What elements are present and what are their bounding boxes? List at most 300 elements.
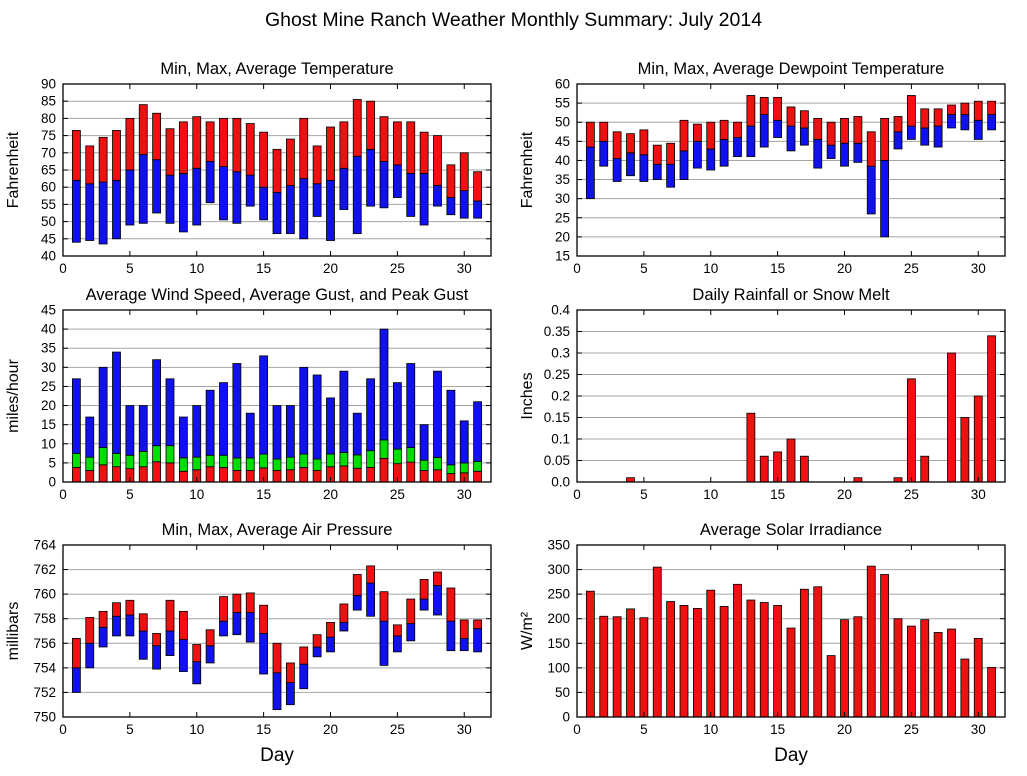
y-axis-label: Inches	[519, 372, 536, 420]
bar-min-to-avg-day-25	[907, 126, 915, 139]
x-tick-label: 10	[189, 722, 205, 737]
bar-peak-gust-day-28	[434, 371, 442, 457]
x-tick-label: 20	[836, 261, 853, 276]
bar-peak-gust-day-2	[86, 417, 94, 457]
bar-avg-to-max-day-5	[126, 600, 134, 615]
chart-title: Min, Max, Average Air Pressure	[161, 521, 393, 539]
bar-day-25	[907, 379, 915, 482]
dewpoint-chart-svg	[515, 50, 1027, 276]
x-tick-label: 30	[970, 261, 986, 276]
y-tick-label: 756	[33, 635, 56, 651]
bar-avg-to-max-day-20	[327, 622, 335, 637]
bar-avg-to-max-day-26	[921, 109, 929, 128]
bar-avg-wind-speed-day-11	[206, 467, 214, 482]
bar-avg-to-max-day-29	[447, 165, 455, 198]
bar-peak-gust-day-23	[367, 379, 375, 451]
x-tick-label: 20	[322, 722, 339, 737]
bar-avg-to-max-day-22	[353, 99, 361, 156]
bar-day-14	[760, 602, 768, 717]
bar-peak-gust-day-24	[380, 329, 388, 440]
bar-avg-gust-day-6	[139, 451, 147, 466]
rainfall-chart	[515, 276, 1027, 507]
y-tick-label: 300	[547, 562, 570, 578]
bar-avg-to-max-day-15	[774, 97, 782, 120]
bar-day-14	[760, 456, 768, 482]
bar-min-to-avg-day-18	[300, 179, 308, 239]
bar-avg-wind-speed-day-21	[340, 466, 348, 482]
bar-min-to-avg-day-12	[220, 621, 228, 636]
bar-avg-wind-speed-day-7	[153, 462, 161, 482]
x-tick-label: 10	[189, 261, 205, 276]
bar-min-to-avg-day-16	[273, 192, 281, 233]
y-tick-label: 0.25	[543, 367, 570, 382]
plot-layer	[33, 538, 491, 738]
y-tick-label: 150	[547, 635, 570, 651]
bar-peak-gust-day-7	[153, 360, 161, 446]
bar-peak-gust-day-14	[246, 413, 254, 458]
x-tick-label: 15	[256, 722, 272, 737]
y-tick-label: 75	[40, 128, 56, 144]
bar-avg-to-max-day-3	[613, 132, 621, 159]
bar-min-to-avg-day-25	[393, 165, 401, 198]
bar-avg-to-max-day-17	[800, 111, 808, 128]
bar-avg-to-max-day-10	[193, 645, 201, 662]
bar-avg-to-max-day-31	[988, 101, 996, 114]
bar-min-to-avg-day-19	[827, 145, 835, 158]
bar-day-1	[586, 591, 594, 717]
bar-day-31	[988, 336, 996, 482]
y-tick-label: 5	[48, 455, 56, 471]
bar-peak-gust-day-25	[393, 383, 401, 450]
bar-avg-to-max-day-25	[907, 95, 915, 126]
bar-avg-gust-day-22	[353, 455, 361, 468]
bar-avg-to-max-day-23	[367, 566, 375, 583]
y-tick-label: 0.1	[551, 431, 570, 447]
bar-min-to-avg-day-9	[179, 173, 187, 231]
bar-min-to-avg-day-22	[867, 166, 875, 214]
bar-day-28	[948, 353, 956, 482]
rainfall-chart-svg	[515, 276, 1027, 502]
bar-avg-to-max-day-16	[273, 149, 281, 192]
bar-avg-to-max-day-11	[206, 630, 214, 646]
bar-day-19	[827, 656, 835, 717]
bar-avg-gust-day-10	[193, 457, 201, 470]
bar-min-to-avg-day-17	[800, 128, 808, 145]
bar-min-to-avg-day-17	[286, 185, 294, 233]
bar-avg-to-max-day-30	[974, 101, 982, 120]
y-tick-label: 35	[40, 340, 56, 356]
bar-min-to-avg-day-4	[627, 153, 635, 176]
bar-avg-gust-day-1	[72, 453, 80, 467]
bar-avg-gust-day-3	[99, 448, 107, 465]
x-axis-label: Day	[260, 745, 294, 766]
bar-day-5	[640, 618, 648, 717]
y-tick-label: 25	[40, 378, 56, 394]
y-tick-label: 90	[40, 76, 56, 92]
bar-avg-to-max-day-25	[393, 122, 401, 165]
bar-min-to-avg-day-26	[921, 128, 929, 145]
plot-layer	[555, 77, 1005, 277]
bar-avg-to-max-day-13	[747, 95, 755, 126]
bar-min-to-avg-day-26	[407, 173, 415, 216]
bar-avg-to-max-day-11	[206, 122, 214, 162]
y-tick-label: 764	[33, 537, 56, 553]
bar-day-13	[747, 600, 755, 717]
bar-day-16	[787, 439, 795, 482]
temperature-chart-svg	[1, 50, 513, 276]
x-tick-label: 10	[703, 487, 719, 502]
bar-avg-gust-day-19	[313, 459, 321, 470]
y-tick-label: 762	[33, 562, 56, 578]
x-tick-label: 5	[640, 261, 648, 276]
bar-avg-to-max-day-26	[407, 599, 415, 624]
bar-avg-gust-day-23	[367, 451, 375, 468]
y-tick-label: 0	[48, 474, 56, 490]
y-tick-label: 40	[40, 248, 56, 264]
y-axis-label: miles/hour	[5, 359, 22, 433]
x-tick-label: 5	[126, 487, 134, 502]
bar-avg-to-max-day-21	[854, 116, 862, 143]
bar-min-to-avg-day-11	[720, 139, 728, 166]
bar-avg-to-max-day-8	[166, 600, 174, 631]
bar-day-17	[800, 589, 808, 717]
bar-day-12	[734, 584, 742, 717]
bar-avg-to-max-day-4	[113, 603, 121, 617]
bar-avg-to-max-day-5	[640, 130, 648, 155]
bar-peak-gust-day-22	[353, 413, 361, 455]
bar-min-to-avg-day-21	[340, 168, 348, 209]
bar-min-to-avg-day-12	[220, 167, 228, 220]
bar-avg-to-max-day-31	[474, 172, 482, 201]
bar-min-to-avg-day-31	[474, 629, 482, 652]
bar-peak-gust-day-31	[474, 402, 482, 462]
plot-layer	[547, 538, 1005, 738]
x-tick-label: 10	[703, 722, 719, 737]
bar-avg-to-max-day-1	[72, 638, 80, 667]
bar-min-to-avg-day-22	[353, 595, 361, 610]
bar-avg-gust-day-20	[327, 454, 335, 467]
bar-avg-to-max-day-18	[300, 118, 308, 178]
x-tick-label: 5	[126, 722, 134, 737]
bar-avg-to-max-day-6	[139, 614, 147, 631]
bar-min-to-avg-day-20	[327, 637, 335, 652]
bar-day-13	[747, 413, 755, 482]
x-tick-label: 30	[456, 487, 472, 502]
bar-day-7	[667, 602, 675, 717]
bar-peak-gust-day-12	[220, 383, 228, 456]
bar-avg-to-max-day-1	[586, 122, 594, 147]
bar-avg-to-max-day-29	[961, 103, 969, 114]
bar-avg-to-max-day-23	[367, 101, 375, 149]
bar-day-30	[974, 638, 982, 717]
y-axis-label: W/m²	[519, 611, 536, 651]
bar-avg-gust-day-24	[380, 440, 388, 458]
y-tick-label: 45	[554, 133, 570, 149]
bar-day-9	[693, 608, 701, 717]
bar-min-to-avg-day-7	[153, 646, 161, 669]
bar-avg-wind-speed-day-27	[420, 471, 428, 482]
page-title: Ghost Mine Ranch Weather Monthly Summary: July 2014	[264, 9, 763, 31]
bar-avg-to-max-day-31	[474, 620, 482, 629]
bar-min-to-avg-day-29	[961, 115, 969, 130]
bar-avg-wind-speed-day-9	[179, 471, 187, 482]
bar-avg-wind-speed-day-13	[233, 471, 241, 482]
bar-min-to-avg-day-16	[273, 673, 281, 710]
x-tick-label: 20	[836, 722, 853, 737]
bar-min-to-avg-day-31	[988, 115, 996, 130]
bar-min-to-avg-day-13	[747, 126, 755, 157]
bar-day-28	[948, 629, 956, 717]
bar-min-to-avg-day-31	[474, 201, 482, 218]
bar-avg-gust-day-29	[447, 465, 455, 474]
x-tick-label: 15	[770, 261, 786, 276]
bar-min-to-avg-day-2	[86, 184, 94, 241]
x-tick-label: 20	[322, 487, 339, 502]
bar-avg-to-max-day-2	[86, 617, 94, 643]
bar-min-to-avg-day-29	[447, 621, 455, 650]
bar-avg-to-max-day-21	[340, 604, 348, 622]
bar-min-to-avg-day-13	[233, 172, 241, 224]
bar-avg-gust-day-28	[434, 458, 442, 470]
x-tick-label: 5	[640, 722, 648, 737]
y-tick-label: 40	[40, 321, 56, 337]
bar-avg-to-max-day-20	[327, 127, 335, 180]
bar-day-8	[680, 605, 688, 717]
bar-avg-gust-day-4	[113, 453, 121, 466]
bar-avg-gust-day-12	[220, 455, 228, 467]
bar-avg-wind-speed-day-18	[300, 467, 308, 482]
bar-day-17	[800, 456, 808, 482]
bar-day-11	[720, 606, 728, 717]
x-tick-label: 30	[456, 261, 472, 276]
x-tick-label: 20	[322, 261, 339, 276]
x-tick-label: 0	[573, 722, 581, 737]
bar-avg-to-max-day-11	[720, 120, 728, 139]
bar-avg-to-max-day-17	[286, 663, 294, 683]
y-tick-label: 30	[40, 359, 56, 375]
pressure-chart-svg	[1, 511, 513, 771]
bar-avg-to-max-day-6	[139, 105, 147, 155]
y-axis-label: millibars	[5, 601, 22, 661]
bar-avg-to-max-day-16	[273, 643, 281, 672]
x-tick-label: 15	[770, 722, 786, 737]
bar-min-to-avg-day-17	[286, 683, 294, 705]
chart-title: Min, Max, Average Dewpoint Temperature	[637, 60, 945, 78]
bar-avg-wind-speed-day-2	[86, 471, 94, 482]
bar-avg-to-max-day-9	[179, 122, 187, 174]
solar-chart	[515, 511, 1027, 776]
bar-avg-gust-day-8	[166, 446, 174, 463]
y-axis-label: Fahrenheit	[519, 131, 536, 209]
bar-avg-to-max-day-8	[166, 129, 174, 175]
bar-avg-wind-speed-day-14	[246, 471, 254, 482]
bar-avg-to-max-day-25	[393, 625, 401, 636]
bar-avg-wind-speed-day-17	[286, 470, 294, 482]
y-tick-label: 65	[40, 162, 56, 178]
bar-min-to-avg-day-22	[353, 156, 361, 233]
bar-min-to-avg-day-6	[139, 631, 147, 659]
bar-avg-to-max-day-26	[407, 122, 415, 174]
x-tick-label: 20	[836, 487, 853, 502]
bar-avg-to-max-day-4	[113, 130, 121, 180]
bar-min-to-avg-day-30	[974, 120, 982, 139]
bar-avg-wind-speed-day-31	[474, 471, 482, 482]
bar-peak-gust-day-4	[113, 352, 121, 453]
bar-avg-to-max-day-14	[760, 97, 768, 114]
bar-min-to-avg-day-11	[206, 161, 214, 202]
bar-min-to-avg-day-23	[367, 583, 375, 616]
bar-min-to-avg-day-9	[179, 640, 187, 672]
bar-min-to-avg-day-8	[166, 631, 174, 656]
bar-peak-gust-day-19	[313, 375, 321, 459]
bar-min-to-avg-day-30	[460, 191, 468, 219]
y-tick-label: 55	[40, 196, 56, 212]
bar-min-to-avg-day-19	[313, 184, 321, 217]
bar-min-to-avg-day-20	[841, 143, 849, 166]
bar-avg-to-max-day-9	[179, 611, 187, 639]
y-tick-label: 10	[40, 436, 56, 452]
bar-avg-to-max-day-30	[460, 153, 468, 191]
bar-day-27	[934, 632, 942, 717]
y-tick-label: 55	[554, 95, 570, 111]
bar-avg-to-max-day-13	[233, 594, 241, 612]
bar-avg-to-max-day-1	[72, 130, 80, 180]
bar-day-3	[613, 617, 621, 717]
bar-avg-to-max-day-12	[220, 597, 228, 622]
bar-avg-gust-day-18	[300, 454, 308, 467]
bar-min-to-avg-day-12	[734, 138, 742, 157]
bar-avg-to-max-day-14	[246, 593, 254, 613]
bar-min-to-avg-day-28	[434, 185, 442, 206]
y-tick-label: 35	[554, 172, 570, 188]
bar-avg-to-max-day-4	[627, 134, 635, 153]
bar-min-to-avg-day-19	[313, 647, 321, 657]
bar-avg-gust-day-30	[460, 463, 468, 473]
bar-day-2	[600, 616, 608, 717]
bar-min-to-avg-day-14	[246, 613, 254, 642]
bar-avg-wind-speed-day-19	[313, 471, 321, 482]
chart-title: Daily Rainfall or Snow Melt	[692, 286, 890, 304]
bar-peak-gust-day-10	[193, 406, 201, 458]
bar-avg-gust-day-9	[179, 458, 187, 471]
bar-day-29	[961, 659, 969, 717]
y-tick-label: 0.35	[543, 324, 570, 339]
bar-peak-gust-day-17	[286, 406, 294, 458]
bar-day-18	[814, 587, 822, 717]
bar-day-20	[841, 620, 849, 717]
bar-avg-to-max-day-23	[881, 118, 889, 160]
bar-avg-to-max-day-18	[814, 118, 822, 139]
bar-min-to-avg-day-28	[434, 586, 442, 615]
bar-avg-to-max-day-3	[99, 137, 107, 182]
bar-peak-gust-day-8	[166, 379, 174, 446]
bar-min-to-avg-day-10	[193, 168, 201, 225]
bar-avg-to-max-day-2	[600, 122, 608, 141]
y-tick-label: 60	[554, 76, 570, 92]
bar-avg-to-max-day-24	[380, 592, 388, 621]
bar-min-to-avg-day-15	[260, 187, 268, 220]
y-tick-label: 200	[547, 611, 570, 627]
bar-min-to-avg-day-1	[72, 668, 80, 693]
bar-avg-wind-speed-day-1	[72, 467, 80, 482]
pressure-chart	[1, 511, 513, 776]
bar-min-to-avg-day-29	[447, 198, 455, 215]
bar-min-to-avg-day-2	[600, 141, 608, 166]
bar-min-to-avg-day-5	[126, 615, 134, 636]
bar-avg-to-max-day-30	[460, 620, 468, 638]
y-tick-label: 0.2	[551, 388, 570, 404]
bar-avg-to-max-day-8	[680, 120, 688, 151]
bar-min-to-avg-day-7	[153, 160, 161, 213]
bar-peak-gust-day-16	[273, 406, 281, 460]
bar-avg-to-max-day-7	[153, 633, 161, 645]
bar-avg-to-max-day-10	[707, 122, 715, 149]
bar-min-to-avg-day-27	[420, 173, 428, 225]
bar-min-to-avg-day-15	[260, 633, 268, 674]
wind-chart-svg	[1, 276, 513, 502]
bar-avg-gust-day-13	[233, 458, 241, 471]
bar-day-31	[988, 667, 996, 717]
bar-avg-to-max-day-28	[948, 105, 956, 115]
bar-min-to-avg-day-27	[420, 599, 428, 610]
y-tick-label: 45	[40, 231, 56, 247]
plot-layer	[544, 303, 1005, 503]
bar-avg-to-max-day-19	[313, 146, 321, 184]
bar-min-to-avg-day-3	[99, 182, 107, 244]
bar-avg-to-max-day-14	[246, 124, 254, 176]
bar-min-to-avg-day-9	[693, 141, 701, 168]
bar-avg-gust-day-17	[286, 457, 294, 470]
y-axis-label: Fahrenheit	[5, 131, 22, 209]
bar-min-to-avg-day-5	[640, 155, 648, 182]
bar-peak-gust-day-1	[72, 379, 80, 454]
y-tick-label: 100	[547, 660, 570, 676]
bar-avg-to-max-day-27	[934, 109, 942, 126]
bar-avg-gust-day-31	[474, 461, 482, 471]
dewpoint-chart	[515, 50, 1027, 281]
bar-day-10	[707, 590, 715, 717]
bar-avg-wind-speed-day-6	[139, 467, 147, 482]
x-tick-label: 30	[970, 487, 986, 502]
wind-chart	[1, 276, 513, 507]
plot-layer	[41, 303, 491, 503]
bar-avg-wind-speed-day-24	[380, 458, 388, 482]
bar-min-to-avg-day-6	[139, 155, 147, 224]
bar-avg-to-max-day-7	[153, 113, 161, 159]
y-tick-label: 80	[40, 110, 56, 126]
bar-min-to-avg-day-25	[393, 636, 401, 652]
bar-min-to-avg-day-7	[667, 164, 675, 187]
bar-min-to-avg-day-4	[113, 180, 121, 238]
bar-day-25	[907, 626, 915, 717]
x-tick-label: 0	[573, 261, 581, 276]
y-tick-label: 15	[554, 248, 570, 264]
bar-min-to-avg-day-16	[787, 126, 795, 151]
bar-min-to-avg-day-26	[407, 624, 415, 641]
bar-avg-wind-speed-day-8	[166, 463, 174, 482]
bar-avg-to-max-day-3	[99, 611, 107, 627]
bar-avg-to-max-day-24	[894, 116, 902, 131]
chart-title: Min, Max, Average Temperature	[160, 60, 394, 78]
bar-avg-to-max-day-22	[353, 574, 361, 595]
bar-peak-gust-day-13	[233, 364, 241, 458]
x-tick-label: 25	[389, 487, 405, 502]
y-tick-label: 40	[554, 152, 570, 168]
y-tick-label: 754	[33, 660, 56, 676]
bar-avg-to-max-day-15	[260, 132, 268, 187]
plot-layer	[41, 77, 491, 277]
x-tick-label: 25	[903, 487, 919, 502]
